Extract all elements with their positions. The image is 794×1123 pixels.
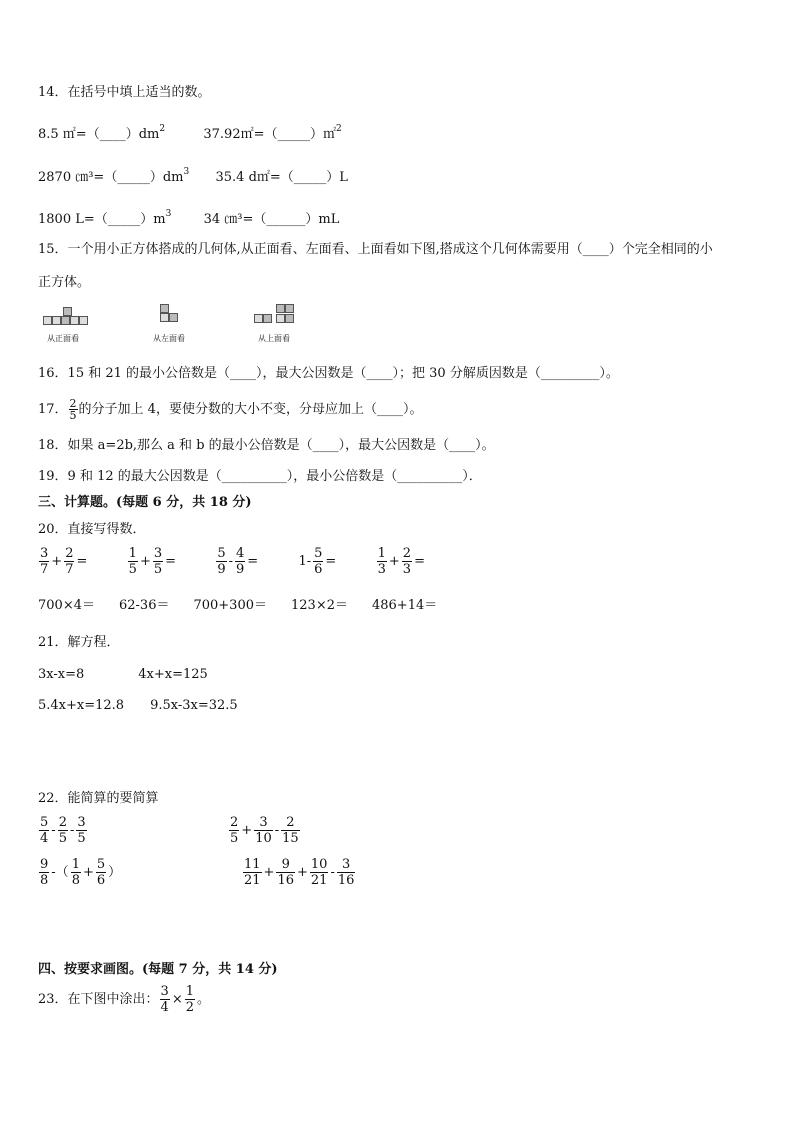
left-view-figure — [155, 302, 215, 346]
q20-row2: 700×4＝ 62-36＝ 700+300＝ 123×2＝ 486+14＝ — [38, 598, 438, 613]
q20-fraction-row — [38, 546, 426, 577]
section-4-title: 四、按要求画图。(每题 7 分，共 14 分) — [38, 962, 278, 977]
q14-r3a: 1800 L=（_____）m — [38, 212, 166, 227]
q21-row1: 3x-x=8 4x+x=125 — [38, 667, 208, 682]
q22-expr-1: $\frac{5}{4}$ - $\frac{2}{5}$ - $\frac{3}{5}$ — [40, 815, 86, 846]
q14-r3b: 34 ㎝³=（______）mL — [203, 212, 340, 227]
top-view-figure — [254, 302, 314, 346]
top-view-caption: 从上面看 — [258, 334, 290, 343]
q20-expr-2: $\frac{1}{5}$ + $\frac{3}{5}$ = — [128, 546, 177, 577]
q15-line2: 正方体。 — [38, 275, 91, 290]
q21-row2: 5.4x+x=12.8 9.5x-3x=32.5 — [38, 698, 238, 713]
section-3-title: 三、计算题。(每题 6 分，共 18 分) — [38, 495, 252, 510]
q20-expr-1: $\frac{3}{7}$ + $\frac{2}{7}$ = — [40, 546, 88, 577]
q19: 19．9 和 12 的最大公因数是（__________），最小公倍数是（__________）． — [38, 469, 482, 484]
q20-expr-5: $\frac{1}{3}$ + $\frac{2}{3}$ = — [377, 546, 425, 577]
q22-expr-4: $\frac{11}{21}$ + $\frac{9}{16}$ + $\frac{10}{21}$ - $\frac{3}{16}$ — [244, 857, 355, 888]
left-view-caption: 从左面看 — [153, 334, 185, 343]
q14-r2b: 35.4 d㎡=（_____）L — [215, 170, 348, 185]
q14-row3: 1800 $L=(\_\_\_\_\_)m^3$ 34 ㎝³=（______）mL — [38, 209, 340, 227]
q20-expr-4: 1- $\frac{5}{6}$ = — [298, 546, 337, 577]
q17: 17． $\frac{2}{5}$ 的分子加上 4，要使分数的大小不变，分母应加上（____）。 — [38, 397, 423, 422]
q16: 16．15 和 21 的最小公倍数是（____），最大公因数是（____）；把 30 分解质因数是（_________）。 — [38, 366, 619, 381]
front-view-caption: 从正面看 — [47, 334, 79, 343]
q14-r1b: 37.92㎡=（_____）㎡ — [203, 127, 336, 142]
q14-r1a: 8.5 ㎡=（____）dm — [38, 127, 160, 142]
q17-fraction: $\frac{2}{5}$ — [69, 397, 77, 422]
q22-expr-2: $\frac{2}{5}$ + $\frac{3}{10}$ - $\frac{2}{15}$ — [230, 815, 299, 846]
q22-title: 22．能简算的要简算 — [38, 791, 159, 806]
q21-title: 21．解方程． — [38, 635, 120, 650]
q20-expr-3: $\frac{5}{9}$ - $\frac{4}{9}$ = — [217, 546, 259, 577]
q15-line1: 15．一个用小正方体搭成的几何体,从正面看、左面看、上面看如下图,搭成这个几何体需要用（____）个完全相同的小 — [38, 242, 713, 257]
q23: 23．在下图中涂出： $\frac{3}{4}$ × $\frac{1}{2}$ 。 — [38, 984, 211, 1015]
q22-expr-3: $\frac{9}{8}$ -（ $\frac{1}{8}$ + $\frac{5}{6}$ ） — [40, 857, 122, 888]
q14-r2a: 2870 ㎝³=（_____）dm — [38, 170, 184, 185]
q14-row1: 8.5 $㎡=(\_\_\_\_)dm^2$ 37.92㎡=（_____）㎡$^2$ — [38, 124, 342, 142]
front-view-figure — [43, 305, 103, 345]
q14-title: 14．在括号中填上适当的数。 — [38, 85, 211, 100]
q18: 18．如果 a=2b,那么 a 和 b 的最小公倍数是（____），最大公因数是（____）。 — [38, 438, 495, 453]
q14-row2: 2870 $㎝^3=(\_\_\_\_\_)dm^3$ 35.4 d㎡=（_____）L — [38, 167, 348, 185]
q20-title: 20．直接写得数． — [38, 522, 146, 537]
